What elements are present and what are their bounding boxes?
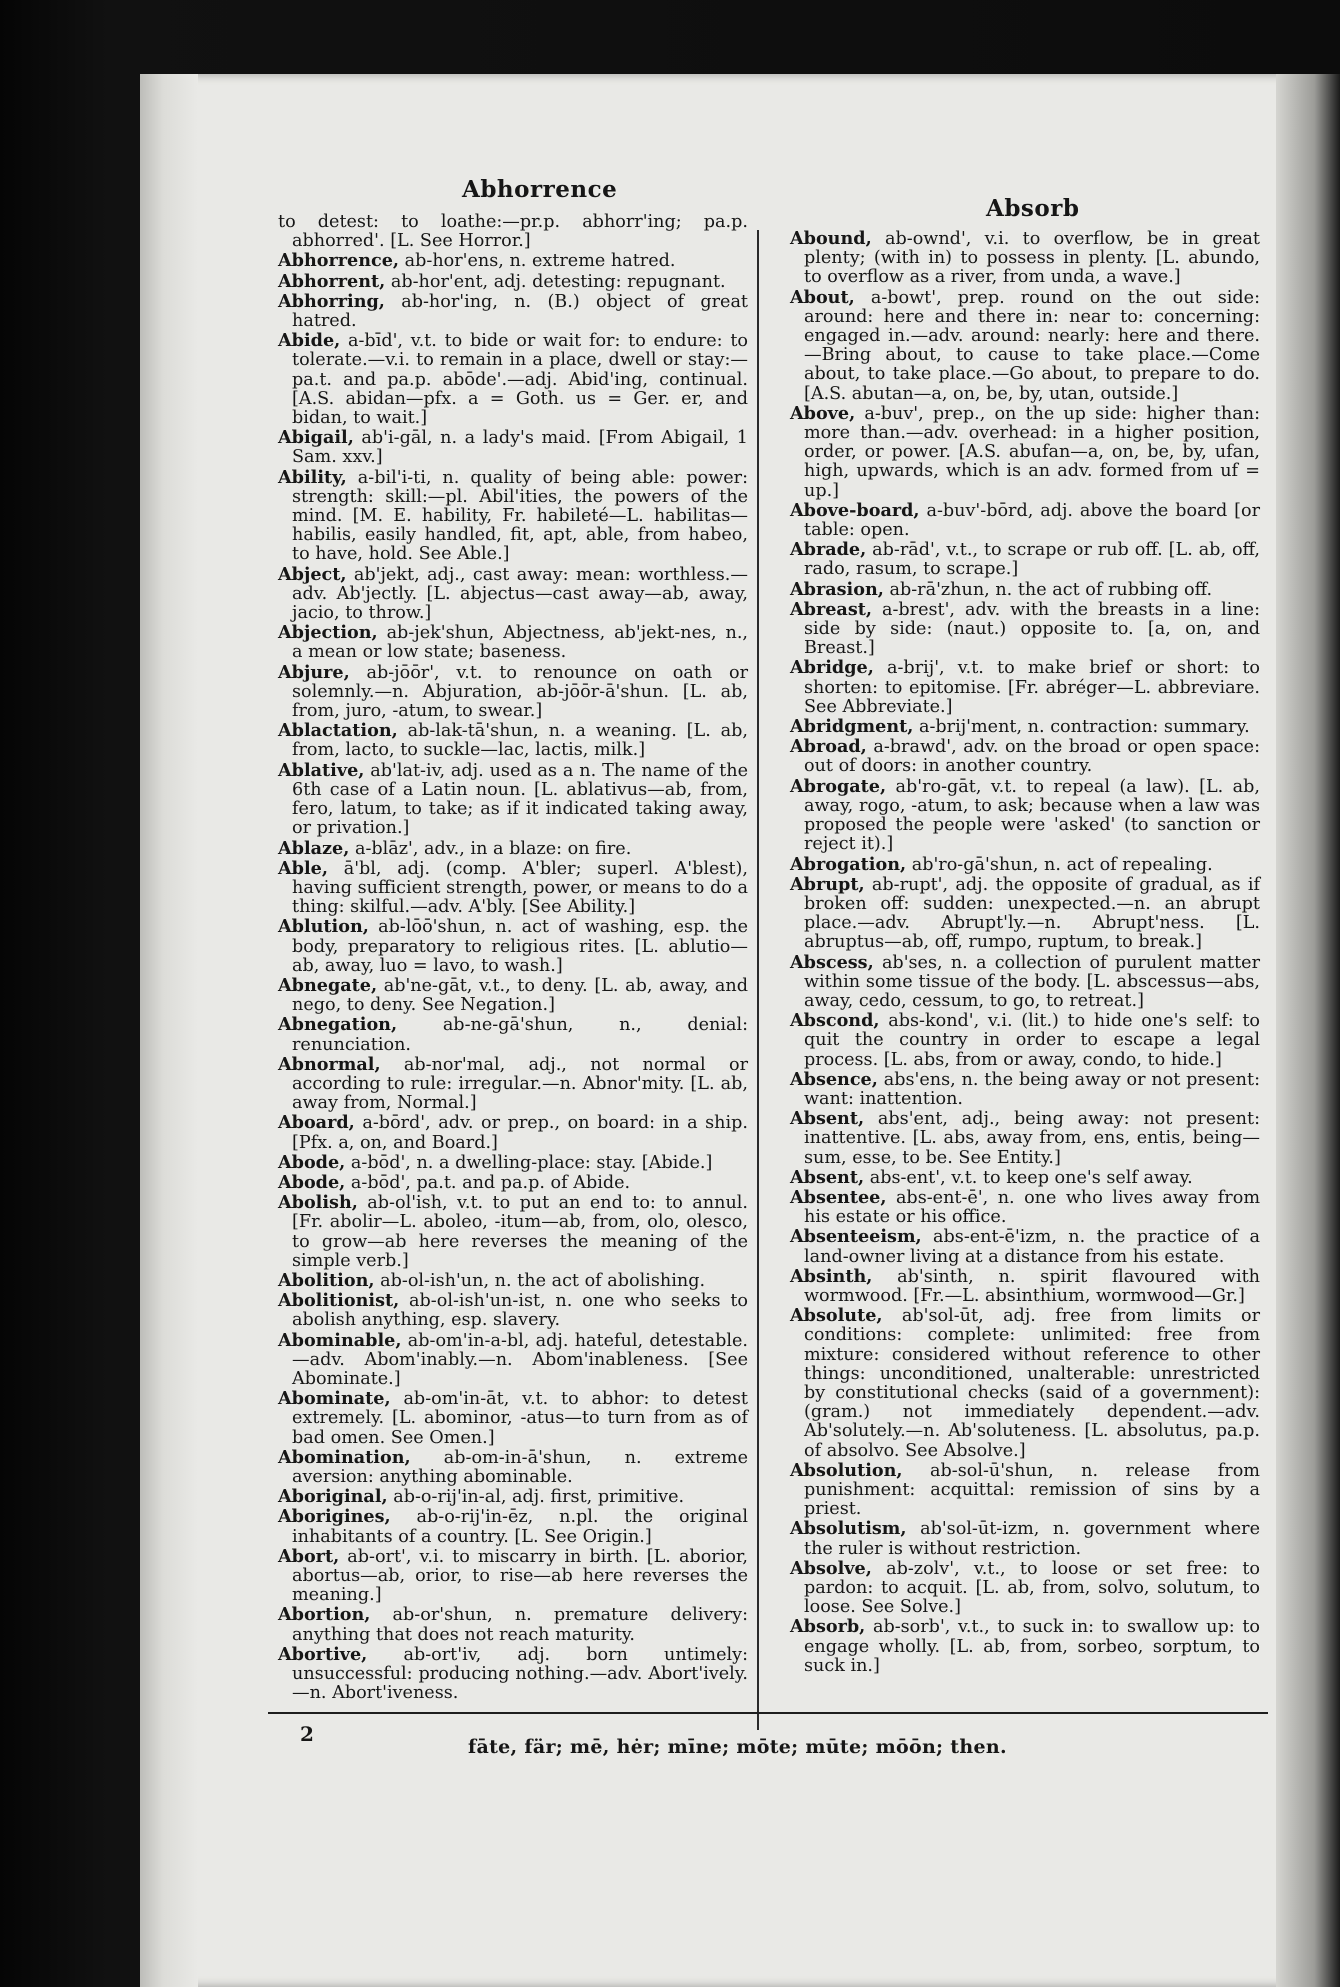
entry-headword: Abominate, xyxy=(278,1388,391,1410)
entry-definition: ab-rupt', adj. the opposite of gradual, as if broken off: sudden: unexpected.—n. an abrupt place.—adv. Abrupt'ly.—n. Abrupt'ness. [L. abruptus—ab, off, rumpo, ruptum, to break.] xyxy=(804,874,1260,953)
entry-definition: ab'sinth, n. spirit flavoured with wormwood. [Fr.—L. absinthium, wormwood—Gr.] xyxy=(804,1266,1260,1306)
entry-headword: Abolitionist, xyxy=(278,1290,400,1312)
entry-headword: Absentee, xyxy=(790,1186,887,1208)
entry-definition: a-buv', prep., on the up side: higher than: more than.—adv. overhead: in a higher position, order, or power. [A.S. abufan—a, on, be, by, ufan, high, upwards, which is an adv. formed from uf = up.] xyxy=(804,403,1261,501)
dictionary-entry xyxy=(790,1617,1260,1676)
entry-headword: Abhorrence, xyxy=(278,250,400,272)
entry-definition: ab-zolv', v.t., to loose or set free: to pardon: to acquit. [L. ab, from, solvo, solutum, to loose. See Solve.] xyxy=(804,1558,1261,1618)
entry-definition: ab'ro-gāt, v.t. to repeal (a law). [L. ab, away, rogo, -atum, to ask; because when a law was proposed the people were 'asked' (to sanction or reject it).] xyxy=(804,776,1260,855)
entry-definition: abs-ent-ē', n. one who lives away from his estate or his office. xyxy=(804,1187,1260,1228)
entry-definition: ab'ro-gā'shun, n. act of repealing. xyxy=(911,854,1213,875)
dictionary-entry xyxy=(790,1306,1260,1461)
dictionary-entry xyxy=(278,292,748,331)
entry-headword: Able, xyxy=(278,857,328,879)
entry-definition: ā'bl, adj. (comp. A'bler; superl. A'blest), having sufficient strength, power, or means to do a thing: skilful.—adv. A'bly. [See Ability.] xyxy=(292,858,749,918)
entry-headword: Absorb, xyxy=(790,1616,866,1638)
entry-definition: a-brij'ment, n. contraction: summary. xyxy=(918,717,1250,738)
dictionary-entry xyxy=(790,540,1260,579)
page-gutter-shadow xyxy=(140,74,198,1987)
dictionary-entry xyxy=(278,1153,748,1173)
dictionary-entry xyxy=(278,1389,748,1448)
entry-headword: Abode, xyxy=(278,1171,346,1193)
entry-definition: ab-nor'mal, adj., not normal or according to rule: irregular.—n. Abnor'mity. [L. ab, away from, Normal.] xyxy=(292,1054,748,1114)
entry-definition: ab-ne-gā'shun, n., denial: renunciation. xyxy=(292,1015,748,1055)
dictionary-entry xyxy=(790,580,1260,600)
entry-headword: Ablactation, xyxy=(278,720,398,742)
entry-headword: Abhorrent, xyxy=(278,270,386,292)
entry-definition: ab'ses, n. a collection of purulent matter within some tissue of the body. [L. abscessus—abs, away, cedo, cessum, to go, to retreat.] xyxy=(804,952,1260,1011)
dictionary-entry xyxy=(278,1448,748,1487)
entry-headword: Absolve, xyxy=(790,1557,872,1579)
entry-definition: ab-ownd', v.i. to overflow, be in great plenty; (with in) to possess in plenty. [L. abundo, to overflow as a river, from unda, a wave.] xyxy=(804,229,1260,288)
dictionary-entry xyxy=(790,855,1260,875)
entry-definition: ab'lat-iv, adj. used as a n. The name of the 6th case of a Latin noun. [L. ablativus—ab, from, fero, latum, to take; as if it indicated taking away, or privation.] xyxy=(292,760,748,839)
entry-definition: ab-hor'ens, n. extreme hatred. xyxy=(404,251,676,272)
entry-headword: Abrogate, xyxy=(790,775,887,797)
dictionary-entry xyxy=(278,251,748,271)
dictionary-entry xyxy=(790,953,1260,1012)
entry-definition: ab-om'in-a-bl, adj. hateful, detestable.—adv. Abom'inably.—n. Abom'inableness. [See Abominate.] xyxy=(292,1330,749,1389)
dictionary-entry xyxy=(278,761,748,839)
entry-headword: Absolutism, xyxy=(790,1518,907,1540)
footer-rule xyxy=(268,1712,1268,1714)
entry-headword: Above, xyxy=(790,402,856,424)
dictionary-entry xyxy=(790,1109,1260,1168)
dictionary-entry xyxy=(278,272,748,292)
dictionary-entry xyxy=(278,1507,748,1546)
column-divider xyxy=(757,230,759,1730)
entry-headword: Abject, xyxy=(278,563,347,585)
entry-headword: Absenteeism, xyxy=(790,1226,922,1248)
entry-definition: ab-jek'shun, Abjectness, ab'jekt-nes, n., a mean or low state; baseness. xyxy=(292,623,749,663)
entry-headword: Abortive, xyxy=(278,1643,368,1665)
running-head-left: Abhorrence xyxy=(462,176,618,203)
dictionary-entry xyxy=(278,917,748,976)
entry-headword: Abhorring, xyxy=(278,290,385,312)
dictionary-entry xyxy=(278,468,748,565)
entry-headword: Abnegate, xyxy=(278,974,378,996)
dictionary-entry xyxy=(790,229,1260,288)
entry-headword: Aboard, xyxy=(278,1112,355,1134)
entry-definition: abs-kond', v.i. (lit.) to hide one's self: to quit the country in order to escape a legal process. [L. abs, from or away, condo, to hide.] xyxy=(804,1011,1260,1070)
entry-headword: Absent, xyxy=(790,1108,865,1130)
dictionary-entry xyxy=(278,623,748,662)
entry-definition: abs'ens, n. the being away or not present: want: inattention. xyxy=(804,1069,1261,1109)
entry-definition: a-bowt', prep. round on the out side: around: here and there in: near to: concerning: engaged in.—adv. around: nearly: here and there.—Bring about, to cause to take place.—Come about, to take place.—Go about, to prepare to do. [A.S. abutan—a, on, be, by, utan, outside.] xyxy=(804,287,1261,404)
dictionary-entry xyxy=(790,1188,1260,1227)
entry-headword: Abnormal, xyxy=(278,1053,381,1075)
entry-definition: a-bil'i-ti, n. quality of being able: power: strength: skill:—pl. Abil'ities, the powers of the mind. [M. E. hability, Fr. habileté—L. habilitas—habilis, easily handled, fit, apt, able, from habeo, to have, hold. See Able.] xyxy=(292,467,749,565)
entry-headword: Abortion, xyxy=(278,1604,371,1626)
entry-definition: to detest: to loathe:—pr.p. abhorr'ing; pa.p. abhorred'. [L. See Horror.] xyxy=(278,212,748,252)
dictionary-entry xyxy=(278,1271,748,1291)
running-head-right: Absorb xyxy=(986,195,1080,222)
entry-definition: ab-ol-ish'un-ist, n. one who seeks to abolish anything, esp. slavery. xyxy=(292,1291,749,1331)
entry-definition: a-brawd', adv. on the broad or open space: out of doors: in another country. xyxy=(804,737,1260,777)
dictionary-entry xyxy=(278,1055,748,1114)
entry-headword: Absinth, xyxy=(790,1265,873,1287)
entry-headword: Abrasion, xyxy=(790,578,884,600)
entry-definition: ab-sorb', v.t., to suck in: to swallow up: to engage wholly. [L. ab, from, sorbeo, sorptum, to suck in.] xyxy=(804,1617,1260,1676)
dictionary-entry xyxy=(790,875,1260,953)
entry-definition: ab-o-rij'in-al, adj. first, primitive. xyxy=(393,1487,685,1508)
entry-definition: ab'sol-ūt, adj. free from limits or conditions: complete: unlimited: free from mixture: considered without reference to other things: unconditioned, unalterable: unrestricted by constitutional checks (said of a government): (gram.) not immediately dependent.—adv. Ab'solutely.—n. Ab'soluteness. [L. absolutus, pa.p. of absolvo. See Absolve.] xyxy=(804,1306,1260,1461)
entry-definition: ab-rā'zhun, n. the act of rubbing off. xyxy=(889,579,1213,600)
dictionary-entry xyxy=(790,777,1260,855)
entry-headword: Above-board, xyxy=(790,499,920,521)
entry-definition: ab'i-gāl, n. a lady's maid. [From Abigail, 1 Sam. xxv.] xyxy=(292,428,748,468)
dictionary-entry xyxy=(278,1113,748,1152)
entry-definition: ab'ne-gāt, v.t., to deny. [L. ab, away, and nego, to deny. See Negation.] xyxy=(292,975,748,1016)
dictionary-entry xyxy=(278,331,748,428)
entry-definition: ab-lōō'shun, n. act of washing, esp. the body, preparatory to religious rites. [L. ablutio—ab, away, luo = lavo, to wash.] xyxy=(292,917,749,976)
entry-definition: a-brij', v.t. to make brief or short: to shorten: to epitomise. [Fr. abréger—L. abbreviare. See Abbreviate.] xyxy=(804,658,1261,717)
entry-definition: ab-o-rij'in-ēz, n.pl. the original inhabitants of a country. [L. See Origin.] xyxy=(292,1507,749,1547)
dictionary-entry xyxy=(790,1168,1260,1188)
entry-definition: ab-om-in-ā'shun, n. extreme aversion: anything abominable. xyxy=(292,1447,748,1487)
entry-headword: About, xyxy=(790,286,855,308)
entry-headword: Abominable, xyxy=(278,1329,402,1351)
entry-headword: Abridgment, xyxy=(790,716,914,738)
entry-headword: Abscond, xyxy=(790,1010,880,1032)
entry-headword: Abscess, xyxy=(790,951,874,973)
entry-definition: a-brest', adv. with the breasts in a line: side by side: (naut.) opposite to. [a, on, and Breast.] xyxy=(804,599,1260,659)
entry-definition: a-bōd', pa.t. and pa.p. of Abide. xyxy=(350,1172,631,1193)
dictionary-entry xyxy=(278,1487,748,1507)
entry-headword: Abnegation, xyxy=(278,1014,398,1036)
dictionary-entry xyxy=(790,1559,1260,1618)
dictionary-entry xyxy=(790,1461,1260,1520)
entry-headword: Abide, xyxy=(278,330,341,352)
entry-definition: ab'sol-ūt-izm, n. government where the ruler is without restriction. xyxy=(804,1519,1260,1559)
dictionary-entry xyxy=(790,737,1260,776)
entry-definition: a-bīd', v.t. to bide or wait for: to endure: to tolerate.—v.i. to remain in a place, dwell or stay:—pa.t. and pa.p. abōde'.—adj. Abid'ing, continual. [A.S. abidan—pfx. a = Goth. us = Ger. er, and bidan, to wait.] xyxy=(292,331,748,429)
dictionary-entry xyxy=(278,1291,748,1330)
dictionary-entry xyxy=(790,404,1260,501)
dictionary-entry xyxy=(790,658,1260,717)
entry-headword: Abolish, xyxy=(278,1192,358,1214)
entry-headword: Ablution, xyxy=(278,916,369,938)
entry-headword: Abjure, xyxy=(278,661,350,683)
right-column xyxy=(790,229,1260,1676)
entry-headword: Abroad, xyxy=(790,736,867,758)
dictionary-entry xyxy=(790,717,1260,737)
dictionary-entry xyxy=(790,600,1260,659)
dictionary-entry xyxy=(790,1227,1260,1266)
entry-headword: Absolution, xyxy=(790,1459,903,1481)
dictionary-entry xyxy=(790,1011,1260,1070)
dictionary-entry xyxy=(278,1015,748,1054)
dictionary-entry xyxy=(278,839,748,859)
entry-headword: Abrade, xyxy=(790,539,867,561)
entry-headword: Ablative, xyxy=(278,759,365,781)
entry-definition: a-buv'-bōrd, adj. above the board [or table: open. xyxy=(804,500,1260,541)
dictionary-entry xyxy=(278,663,748,722)
entry-headword: Absent, xyxy=(790,1166,865,1188)
dictionary-entry xyxy=(278,565,748,624)
entry-definition: ab-om'in-āt, v.t. to abhor: to detest extremely. [L. abominor, -atus—to turn from as of bad omen. See Omen.] xyxy=(292,1389,749,1448)
entry-headword: Abreast, xyxy=(790,598,872,620)
dictionary-entry xyxy=(278,212,748,251)
entry-definition: ab-ol'ish, v.t. to put an end to: to annul. [Fr. abolir—L. aboleo, -itum—ab, from, olo, olesco, to grow—ab here reverses the meaning of the simple verb.] xyxy=(292,1193,748,1271)
entry-definition: ab-rād', v.t., to scrape or rub off. [L. ab, off, rado, rasum, to scrape.] xyxy=(804,540,1260,580)
entry-headword: Abjection, xyxy=(278,622,378,644)
entry-definition: a-bōrd', adv. or prep., on board: in a ship. [Pfx. a, on, and Board.] xyxy=(292,1113,748,1153)
entry-headword: Absence, xyxy=(790,1068,878,1090)
entry-headword: Ablaze, xyxy=(278,837,350,859)
entry-definition: ab-lak-tā'shun, n. a weaning. [L. ab, from, lacto, to suckle—lac, lactis, milk.] xyxy=(292,721,748,761)
entry-definition: abs-ent-ē'izm, n. the practice of a land-owner living at a distance from his estate. xyxy=(804,1227,1260,1267)
pronunciation-key: fāte, fär; mē, hėr; mīne; mōte; mūte; mōōn; then. xyxy=(468,1736,1007,1758)
entry-definition: ab-ort', v.i. to miscarry in birth. [L. aborior, abortus—ab, orior, to rise—ab here reverses the meaning.] xyxy=(292,1546,748,1606)
entry-headword: Abode, xyxy=(278,1151,346,1173)
entry-headword: Absolute, xyxy=(790,1305,883,1327)
entry-definition: ab-hor'ent, adj. detesting: repugnant. xyxy=(390,271,726,292)
entry-definition: abs'ent, adj., being away: not present: inattentive. [L. abs, away from, ens, entis, being—sum, esse, to be. See Entity.] xyxy=(804,1109,1261,1168)
dictionary-entry xyxy=(790,1070,1260,1109)
dictionary-entry xyxy=(278,1173,748,1193)
entry-definition: a-blāz', adv., in a blaze: on fire. xyxy=(354,838,632,859)
entry-definition: ab-sol-ū'shun, n. release from punishment: acquittal: remission of sins by a priest. xyxy=(804,1460,1260,1520)
dictionary-entry xyxy=(278,721,748,760)
dictionary-entry xyxy=(790,1267,1260,1306)
dictionary-entry xyxy=(278,1331,748,1390)
entry-definition: ab-jōōr', v.t. to renounce on oath or solemnly.—n. Abjuration, ab-jōōr-ā'shun. [L. ab, from, juro, -atum, to swear.] xyxy=(292,662,749,722)
page-number: 2 xyxy=(300,1722,314,1746)
dictionary-entry xyxy=(278,1193,748,1271)
entry-headword: Abomination, xyxy=(278,1446,411,1468)
entry-headword: Abridge, xyxy=(790,657,874,679)
dictionary-entry xyxy=(278,1645,748,1704)
dictionary-entry xyxy=(790,1519,1260,1558)
entry-definition: ab-ort'iv, adj. born untimely: unsuccessful: producing nothing.—adv. Abort'ively.—n. Abort'iveness. xyxy=(292,1644,748,1704)
entry-headword: Abigail, xyxy=(278,427,354,449)
entry-headword: Abrogation, xyxy=(790,853,907,875)
dictionary-entry xyxy=(790,501,1260,540)
entry-definition: a-bōd', n. a dwelling-place: stay. [Abide.] xyxy=(350,1152,713,1173)
entry-definition: ab-ol-ish'un, n. the act of abolishing. xyxy=(380,1270,706,1291)
dictionary-entry xyxy=(790,288,1260,404)
dictionary-entry xyxy=(278,1605,748,1644)
entry-definition: ab-hor'ing, n. (B.) object of great hatred. xyxy=(292,291,748,332)
entry-headword: Abrupt, xyxy=(790,873,865,895)
entry-headword: Ability, xyxy=(278,466,347,488)
entry-headword: Abort, xyxy=(278,1545,340,1567)
dictionary-entry xyxy=(278,428,748,467)
entry-headword: Abolition, xyxy=(278,1269,375,1291)
dictionary-entry xyxy=(278,976,748,1015)
dictionary-entry xyxy=(278,1547,748,1606)
entry-headword: Aboriginal, xyxy=(278,1486,388,1508)
entry-headword: Abound, xyxy=(790,228,872,249)
entry-definition: ab'jekt, adj., cast away: mean: worthless.—adv. Ab'jectly. [L. abjectus—cast away—ab, away, jacio, to throw.] xyxy=(292,564,748,624)
page-right-edge xyxy=(1276,74,1340,1987)
dictionary-entry xyxy=(278,859,748,918)
entry-definition: ab-or'shun, n. premature delivery: anything that does not reach maturity. xyxy=(292,1605,749,1645)
entry-headword: Aborigines, xyxy=(278,1506,391,1528)
left-column xyxy=(278,212,748,1703)
entry-definition: abs-ent', v.t. to keep one's self away. xyxy=(869,1167,1193,1188)
